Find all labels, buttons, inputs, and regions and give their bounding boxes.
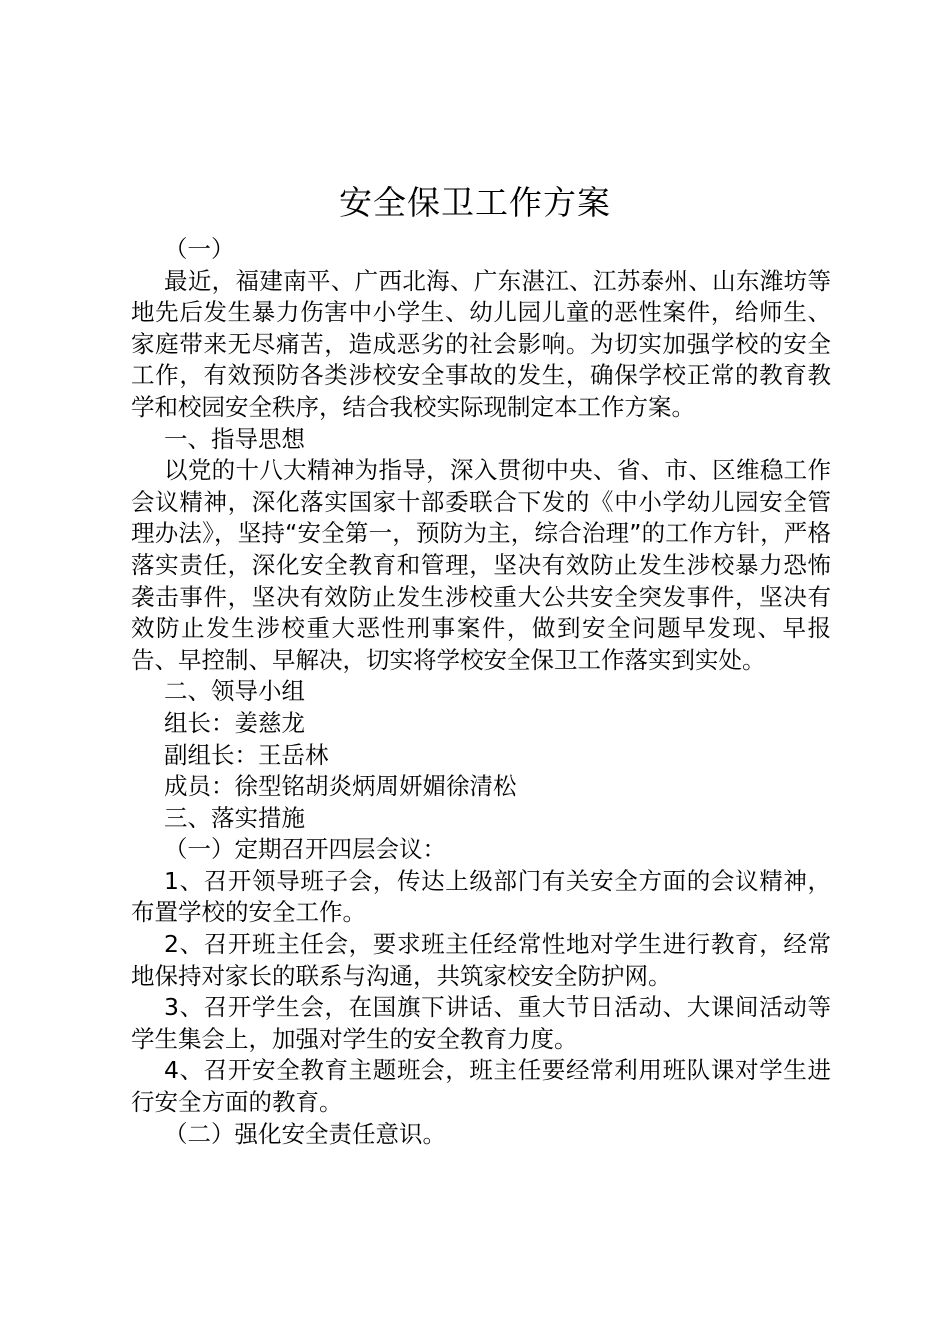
heading-guiding-ideology: 一、指导思想 xyxy=(164,424,305,453)
document-title: 安全保卫工作方案 xyxy=(339,183,611,222)
list-item: 4、召开安全教育主题班会，班主任要经常利用班队课对学生进行安全方面的教育。 xyxy=(131,1056,831,1117)
heading-leadership-group: 二、领导小组 xyxy=(164,677,305,706)
guiding-ideology-paragraph: 以党的十八大精神为指导，深入贯彻中央、省、市、区维稳工作会议精神，深化落实国家十部委联合下发的《中小学幼儿园安全管理办法》，坚持“安全第一，预防为主，综合治理”的工作方针，严格落实责任，深化安全教育和管理，坚决有效防止发生涉校暴力恐怖袭击事件，坚决有效防止发生涉校重大公共安全突发事件，坚决有效防止发生涉校重大恶性刑事案件，做到安全问题早发现、早报告、早控制、早解决，切实将学校安全保卫工作落实到实处。 xyxy=(131,456,831,674)
heading-implementation-measures: 三、落实措施 xyxy=(164,803,305,832)
subheading-safety-responsibility: （二）强化安全责任意识。 xyxy=(164,1119,446,1148)
list-item: 3、召开学生会，在国旗下讲话、重大节日活动、大课间活动等学生集会上，加强对学生的安全教育力度。 xyxy=(131,993,831,1053)
deputy-group-leader: 副组长：王岳林 xyxy=(164,740,329,769)
list-item: 1、召开领导班子会，传达上级部门有关安全方面的会议精神，布置学校的安全工作。 xyxy=(131,866,831,927)
intro-paragraph: 最近，福建南平、广西北海、广东湛江、江苏泰州、山东潍坊等地先后发生暴力伤害中小学生、幼儿园儿童的恶性案件，给师生、家庭带来无尽痛苦，造成恶劣的社会影响。为切实加强学校的安全工作，有效预防各类涉校安全事故的发生，确保学校正常的教育教学和校园安全秩序，结合我校实际现制定本工作方案。 xyxy=(131,266,831,421)
document-body xyxy=(131,234,831,1150)
group-leader: 组长：姜慈龙 xyxy=(164,708,305,737)
section-marker: （一） xyxy=(164,235,235,263)
subheading-meetings: （一）定期召开四层会议： xyxy=(164,835,446,864)
list-item: 2、召开班主任会，要求班主任经常性地对学生进行教育，经常地保持对家长的联系与沟通，共筑家校安全防护网。 xyxy=(131,930,831,990)
group-members: 成员：徐型铭胡炎炳周妍媚徐清松 xyxy=(164,772,517,801)
